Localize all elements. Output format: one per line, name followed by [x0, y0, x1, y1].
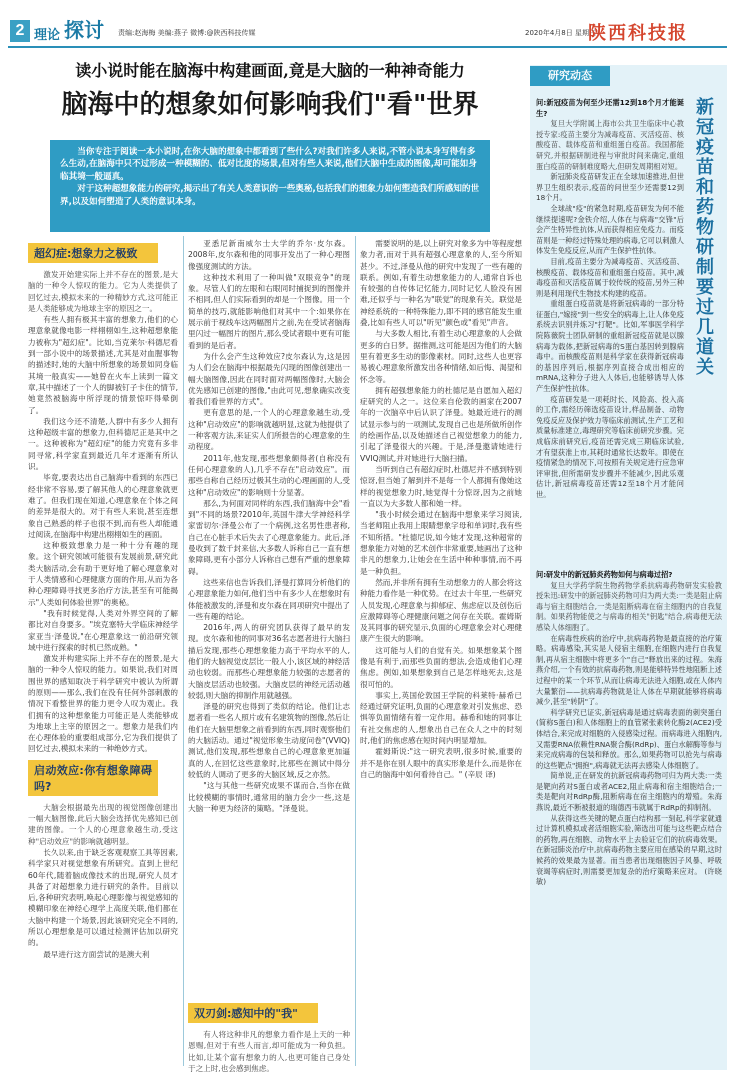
body-paragraph: 然而,并非所有拥有生动想象力的人都会将这种能力看作是一种优势。在过去十年里,一些研究人员发现,心理意象与抑郁症、焦虑症以及创伤后应激障碍等心理健康问题之间存在关联。霍姆斯及其同事的研究显示,负面的心理意象会对心理健康产生很大的影响。 [360, 577, 522, 644]
body-paragraph: 需要说明的是,以上研究对象多为中等程度想象力者,而对于具有超强心理意象的人,至今所知甚少。不过,泽曼从他的研究中发现了一些有趣的联系。例如,有着生动想象能力的人,通常自诉也有较强的自传体记忆能力,同时记忆人脸没有困难,还似乎与一种名为"联觉"的现象有关。联觉是神经系统的一种特殊能力,即不同的感官能发生重叠,比如有些人可以"听见"颜色或"看见"声音。 [360, 239, 522, 328]
body-paragraph: 更有意思的是,一个人的心理意象越生动,受这种"启动效应"的影响就越明显,这就为他提供了一种客观方法,来证实人们所报告的心理意象的生动程度。 [188, 408, 350, 452]
body-paragraph: 当听到自己有超幻症时,杜德尼并不感到特别惊讶,但当她了解到并不是每一个人都拥有像她这样的视觉想象力时,她觉得十分惊讶,因为之前她一直以为大多数人都和她一样。 [360, 464, 522, 508]
research-vertical-title: 新冠疫苗和药物研制要过几道关 [696, 97, 714, 378]
article-column-2 [188, 238, 350, 1073]
body-paragraph: 最早进行这方面尝试的是澳大利 [43, 949, 150, 959]
body-paragraph: 简单说,正在研发的抗新冠病毒药物可归为两大类:一类是靶向药对S蛋白或者ACE2,阻止病毒和宿主细胞结合;一类是靶向对RdRp酶,阻断病毒在宿主细胞内的增殖。朱海燕说,最近不断被报道的瑞德西韦就属于RdRp的抑制剂。 [536, 771, 722, 813]
body-paragraph: 亚悉尼新南威尔士大学的乔尔·皮尔森。2008年,皮尔森和他的同事开发出了一种心理图像强度测试的方法。 [188, 239, 350, 271]
body-paragraph: 2011年,他发现,那些想象颇得者(自称没有任何心理意象的人),几乎不存在"启动效应"。而那些自称自己经历过极其生动的心理画面的人,受这种"启动效应"的影响则十分显著。 [188, 453, 350, 497]
research-tag: 研究动态 [530, 66, 610, 86]
body-paragraph: 从获得这些关键的靶点蛋白结构那一刻起,科学家就通过计算机模拟或者活细胞实验,筛选出可能与这些靶点结合的药物,再在细胞、动物水平上去验证它们的抗病毒效果。在新冠肺炎治疗中,抗病毒药物主要应用在感染的早期,这时候药的效果最为显著。而当患者出现细胞因子风暴、呼吸衰竭等病症时,则需要更加复杂的治疗策略来应对。 (许晓敏) [536, 813, 722, 887]
subheading-hyperphantasia: 超幻症:想象力之极致 [28, 243, 158, 263]
editor-credits: 责编:赵海梅 美编:燕子 微博:@陕西科技传媒 [118, 29, 256, 37]
body-paragraph: 科学研究已证实,新冠病毒是通过病毒表面的刺突蛋白(简称S蛋白)和人体细胞上的血管紧张素转化酶2(ACE2)受体结合,来完成对细胞的入侵感染过程。而病毒进入细胞内,又需要RNA依赖性RNA聚合酶(RdRp)、蛋白水解酶等参与来完成病毒的包装和释放。那么,如果药物可以抢先与病毒的这些靶点"拥抱",病毒就无法再去感染人体细胞了。 [536, 707, 722, 770]
body-paragraph: "我小时候会通过在脑海中想象来学习阅读,当老师阻止我用上眼睛想象字母和单词时,我有些不知所措。"杜德尼说,如今她才发现,这种超常的想象能力对她的艺术创作非常重要,她画出了这种非凡的想象力,让她会在生活中种种事情,而不再是一种负担。 [360, 510, 522, 576]
research-column-narrow [536, 98, 684, 501]
section-label-big: 探讨 [64, 18, 104, 42]
body-paragraph: 那么,为何面对同样的东西,我们脑海中会"看到"不同的场景?2010年,英国牛津大学神经科学家雷切尔·泽曼公布了一个病例,这名男性患者称,自己在心脏手术后失去了心理意象能力。此后,泽曼收到了数千封来信,大多数人诉称自己一直有想象障碍,更有小部分人诉称自己想有严重的想象障碍。 [188, 498, 350, 576]
newspaper-logo: 陕西科技报 [588, 23, 688, 44]
research-column-wide [536, 570, 722, 888]
article-lead: 读小说时能在脑海中构建画面,竟是大脑的一种神奇能力 [75, 61, 465, 80]
body-paragraph: 疫苗研发是一项耗时长、风险高、投入高的工作,需经历筛选疫苗设计,样品制备、动物免疫反应及保护效力等临床前测试,生产工艺和质量标准建立,毒理研究等临床前研究步骤。完成临床前研究后,疫苗还需完成三期临床试验,才有望获准上市,其耗时通常长达数年。即使在疫情紧急的情况下,可按照有关规定进行应急审评审批,但所需研发步骤并不能减少,因此乐观估计,新冠病毒疫苗还需12至18个月才能问世。 [536, 394, 684, 499]
article-intro-box [50, 140, 490, 232]
body-paragraph: 重组蛋白疫苗就是将新冠病毒的一部分特征蛋白,"嫁接"到一些安全的病毒上,让人体免疫系统去识别并炼习"打靶"。比如,军事医学科学院陈薇院士团队研制的重组新冠疫苗就是以腺病毒为载体,把新冠病毒的S蛋白基因转到腺病毒中。而核酸疫苗则是科学家在获得新冠病毒的基因序列后,根据序列直接合成出相应的mRNA,这种分子进入人体后,也能够诱导人体产生保护性抗体。 [536, 299, 684, 394]
subheading-priming: 启动效应:你有想象障碍吗? [28, 760, 158, 796]
body-paragraph: 泽曼的研究也得到了类似的结论。他们让志愿者看一些名人照片或有名建筑物的图像,然后让他们在大脑里想象之前看到的东西,同时观察他们的大脑活动。通过"视觉形象生动度问卷"(VVIQ)测试,他们发现,那些想象自己的心理意象更加逼真的人,在回忆这些意象时,比那些在测试中得分较低的人调动了更多的大脑区域,反之亦然。 [188, 702, 350, 779]
article-column-1 [28, 238, 178, 1068]
body-paragraph: 拥有超强想象能力的杜德尼是自愿加入超幻症研究的人之一。这位来自伦敦的画家在2007年的一次脑卒中后认识了泽曼。她最近进行的测试显示参与的一项测试,发现自己也是所做所创作的绘画作品,以及她描述自己视觉想象力的能力,引起了泽曼很大的兴趣。于是,泽曼邀请她进行VVIQ测试,并对她进行大脑扫描。 [360, 385, 522, 463]
body-paragraph: 有人将这种非凡的想象力看作是上天的一种恩赐,但对于有些人而言,却可能成为一种负担。比如,让某个富有想象力的人,也更可能自己身处于之上时,也会感到焦虑。 [188, 1030, 350, 1073]
body-paragraph: 这可能与人们的自觉有关。如果想象某个图像是有利于,而那些负面的想法,会造成他们心理焦虑。例如,如果想象到自己是怎样地死去,这是很可怕的。 [360, 645, 522, 689]
body-paragraph: 复旦大学药学院生物药物学系抗病毒药物研发实验教授朱迅:研发中的新冠肺炎药物可归为两大类:一类是阻止病毒与宿主细胞结合,一类是阻断病毒在宿主细胞内的自我复制。如果药物能使之与病毒的相关"钥匙"结合,病毒便无法感染人体细胞了。 [536, 580, 722, 632]
section-label-small: 理论 [34, 28, 61, 43]
body-paragraph: 目前,疫苗主要分为减毒疫苗、灭活疫苗、核酸疫苗、载体疫苗和重组蛋白疫苗。其中,减毒疫苗和灭活疫苗属于较传统的疫苗,另外三种则是利用现代生物技术构建的疫苗。 [536, 256, 684, 298]
intro-paragraph: 对于这种超想象能力的研究,揭示出了有关人类意识的一些奥秘,包括我们的想象力如何塑造我们所感知的世界,以及如何塑造了人类的意识本身。 [60, 184, 480, 207]
body-paragraph: 问:新冠疫苗为何至少还需12到18个月才能诞生? [536, 98, 684, 118]
body-paragraph: 毕竟,要表达出自己脑海中看到的东西已经非常不容易,要了解其他人的心理意象就更难了。但我们现在知道,心理意象在个体之间的差异是很大的。对于有些人来说,甚至连想象自己熟悉的样子也很不到,而有些人却能通过阅读,在脑海中构建出栩栩如生的画面。 [28, 473, 178, 539]
body-paragraph: "我有时候觉得,人类对外界空间的了解都比对自身要多。"埃克塞特大学临床神经学家亚当·泽曼说,"在心理意象这一前沿研究领域中进行探索的时机已然成熟。" [28, 608, 178, 652]
body-paragraph: 事实上,英国伦敦国王学院的科莱特·赫希已经通过研究证明,负面的心理意象对引发焦虑、恐惧等负面情绪有着一定作用。赫希和她的同事让有社交焦虑的人,想象出自己在众人之中的时刻时,他们的焦虑感在短时间内明显增加。 [360, 690, 522, 746]
body-paragraph: 2016年,两人的研究团队获得了最早的发现。皮尔森和他的同事对36名志愿者进行大脑扫描后发现,那些心理想象能力高于平均水平的人,他们的大脑视觉皮层比一般人小,该区域的神经活动也较弱。而那些心理想象能力较强的志愿者的大脑皮层活动也较强。大脑皮层的神经元活动越较弱,则大脑的抑制作用就越强。 [188, 623, 350, 700]
body-paragraph: 与大多数人相比,有着生动心理意象的人会做更多的白日梦。据推测,这可能是因为他们的大脑里有着更多生动的影像素材。同时,这些人也更容易被心理意象所激发出各种情绪,如后悔、渴望和怀念等。 [360, 329, 522, 384]
body-paragraph: 复旦大学附属上海市公共卫生临床中心教授专家:疫苗主要分为减毒疫苗、灭活疫苗、核酸疫苗、载体疫苗和重组蛋白疫苗。我国都能研究,并根据研制进程与审批时间来确定,重组蛋白疫苗的研制难度略大,但研发周期相对短。 [536, 119, 684, 171]
body-paragraph: 我们这今还不清楚,人群中有多少人拥有这种超级丰富的想象力,但科德尼正是其中之一。这种被称为"超幻症"的能力究竟有多非同寻常,科学家直到最近几年才逐渐有所认识。 [28, 416, 178, 472]
body-paragraph: 激发并构建实际上并不存在的图景,是大脑的一种令人惊叹的能力。如果说,我们对周围世界的感知取决于科学研究中被认为所谓的原则——那么,我们在没有任何外部刺激的情况下看整世界的能力更令人叹为观止。我们拥有的这种想象能力可能正是人类能够成为地球上主宰的原因之一。想象力是我们内在心理体验的重要组成部分,它为我们提供了回忆过去,模拟未来的一种绝妙方式。 [28, 654, 178, 754]
body-paragraph: 问:研发中的新冠肺炎药物如何与病毒过招? [536, 570, 673, 579]
header-rule [8, 46, 727, 48]
page-number: 2 [10, 20, 30, 42]
body-paragraph: 新冠肺炎疫苗研发正在全球加速推进,但世界卫生组织表示,疫苗的问世至少还需要12到18个月。 [536, 172, 684, 203]
column-divider [355, 236, 356, 1066]
body-paragraph: 为什么会产生这种效应?皮尔森认为,这是因为人们会在脑海中根据最先闪现的图像创建出一幅大脑图像,因此在同时面对两幅图像时,大脑会优先感知已创建的图像,"由此可见,想象确实改变着我们看世界的方式"。 [188, 351, 350, 407]
subheading-double-edged: 双刃剑:感知中的"我" [188, 1003, 318, 1023]
body-paragraph: 这些来信也告诉我们,泽曼打算同分析他们的心理意象能力如何,他们当中有多少人在想象时有体能被激发的,泽曼和皮尔森在同项研究中提出了一些有趣的结论。 [188, 577, 350, 621]
body-paragraph: 有些人拥有极其丰富的想象力,他们的心理意象就像电影一样栩栩如生,这种超想象能力被称为"超幻症"。比如,当克莱尔·科德尼看到一部小说中的场景描述,尤其是对血腥事物的描述时,她的大脑中所想象的场景如同身临其境一般真实——她曾在火车上读到一篇文章,其中描述了一个人的脚被钉子卡住的情节,她竟然被脑海中所浮现的情景惊吓得晕倒了。 [28, 315, 178, 415]
intro-paragraph: 当你专注于阅读一本小说时,在你大脑的想象中都看到了些什么?对我们许多人来说,不管小说本身写得有多么生动,在脑海中只不过形成一种模糊的、低对比度的场景,但对有些人来说,他们大脑中生成的图像,却可能如身临其境一般逼真。 [60, 147, 477, 182]
body-paragraph: "这与其他一些研究成果不谋而合,当你在做比较模糊的事情时,通常用的脑力会少一些,这是大脑一种更为经济的策略。"泽曼说。 [188, 781, 350, 813]
article-column-3 [360, 238, 522, 1068]
body-paragraph: 全球战"疫"的紧急时期,疫苗研发为何不能继续提速呢?金铁介绍,人体在与病毒"交锋"后会产生特异性抗体,从而获得相应免疫力。而疫苗则是一种经过特殊处理的病毒,它可以刺激人体发生免疫反应,从而产生保护性抗体。 [536, 203, 684, 256]
article-title: 脑海中的想象如何影响我们"看"世界 [61, 90, 479, 120]
page-header [0, 0, 735, 44]
issue-date: 2020年4月8日 星期三 [525, 29, 596, 37]
body-paragraph: 在病毒性疾病的治疗中,抗病毒药物是最直接的治疗策略。病毒感染,其实是人侵宿主细胞,在细胞内进行自我复制,再从宿主细胞中将更多个"自己"释放出来的过程。朱海燕介绍,一个有效的抗病毒药物,则是能够特异性地阻断上述过程中的某一个环节,从而让病毒无法进入细胞,或在人体内大量繁衍——抗病毒药物就是让人体在早期就能够将病毒减少,甚至"转阴"了。 [536, 633, 722, 707]
body-paragraph: 长久以来,由于缺乏客观观察工具等因素,科学家只对视觉想象有所研究。直到上世纪60年代,随着脑成像技术的出现,研究人员才具备了对超想象力进行研究的条件。目前以后,各种研究表明,唤起心理影像与视觉感知的模糊印象在神经心理学上高度关联,他们都在大脑中构建一个场景,因此该研究完全不同的,所以心理想象是可以通过检测评估加以研究的。 [28, 847, 178, 948]
body-paragraph: 大脑会根据最先出现的视觉图像创建出一幅大脑图像,此后大脑会选择优先感知已创建的图像。一个人的心理意象越生动,受这种"启动效应"的影响就越明显。 [28, 802, 178, 846]
body-paragraph: 这种技术利用了一种叫做"双眼竞争"的现象。尽管人们的左眼和右眼同时捕捉到的图像并不相同,但人们实际看到的却是一个图像。用一个简单的技巧,就能影响他们对其中一个:如果你在展示前于视线车这两幅图片之前,先在受试者脑海里闪过一幅图片的图片,那么受试者眼中更有可能看到的是后者。 [188, 272, 350, 350]
body-paragraph: 这种极致想象力是一种十分有趣的现象。这个研究领域可能很有发展前景,研究此类大脑活动,会有助于更好地了解心理意象对于人类情感和心理健康方面的作用,从而为各种心理障碍寻找更多治疗方法,甚至有可能揭示"人类如何体验世界"的奥秘。 [28, 541, 178, 607]
body-paragraph: 霍姆斯说:"这一研究表明,很多时候,重要的并不是你在别人眼中的真实形象是什么,而是你在自己的脑海中如何看待自己。" (辛辰 译) [360, 747, 522, 779]
body-paragraph: 激发开始建实际上并不存在的图景,是大脑的一种令人惊叹的能力。它为人类提供了回忆过去,模拟未来的一种精妙方式,这可能正是人类能够成为地球主宰的原因之一。 [28, 270, 178, 313]
column-divider [183, 236, 184, 1066]
